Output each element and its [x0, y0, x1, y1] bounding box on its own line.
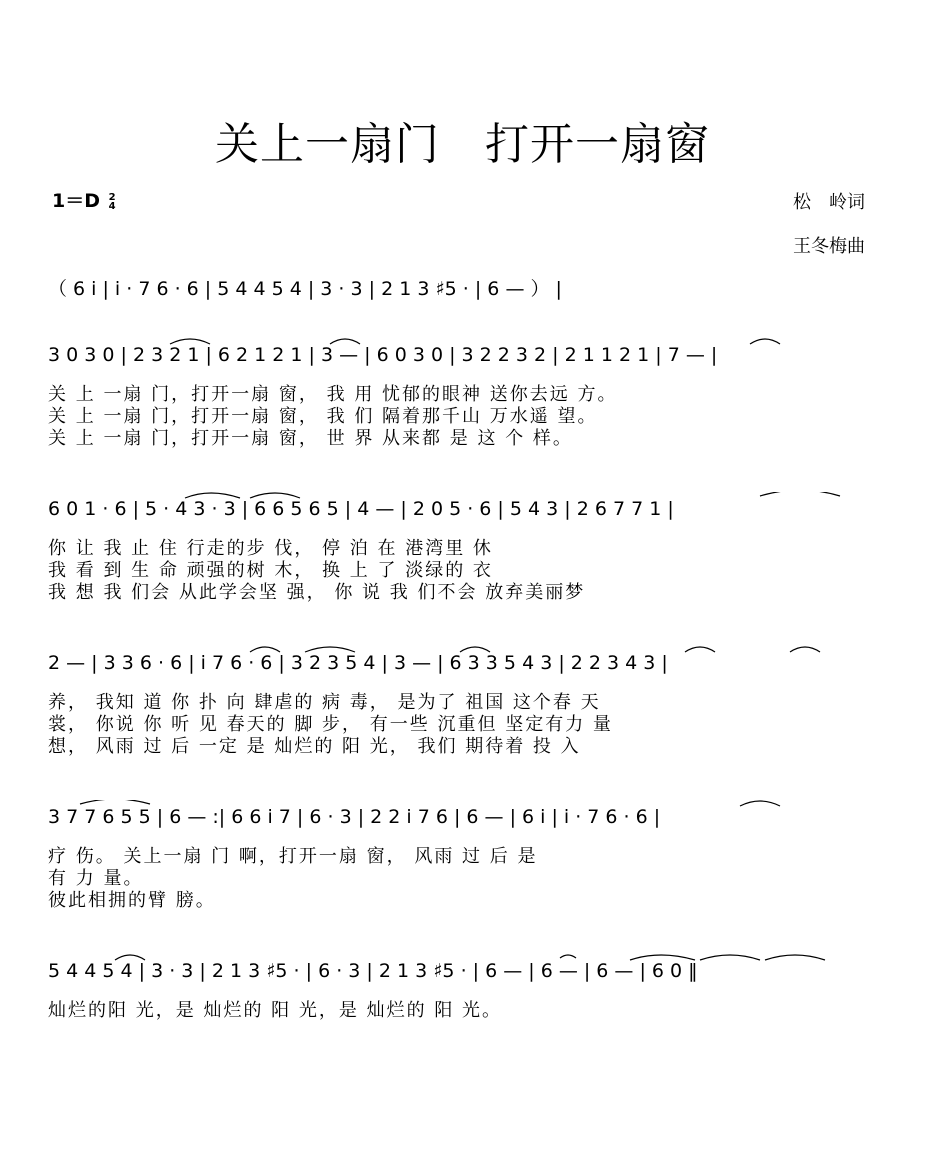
score-system-2 — [0, 492, 925, 632]
time-signature — [109, 193, 116, 211]
time-signature-bottom: 4 — [108, 200, 116, 212]
composer-credit: 王冬梅曲 — [793, 236, 865, 257]
lyric-verse-1: 养， 我知 道 你 扑 向 肆虐的 病 毒， 是为了 祖国 这个春 天 — [48, 692, 601, 713]
score-system-3 — [0, 646, 925, 786]
time-signature-top: 2 — [108, 191, 116, 203]
score-system-1 — [0, 338, 925, 478]
lyric-verse-3: 我 想 我 们会 从此学会坚 强， 你 说 我 们不会 放弃美丽梦 — [48, 582, 586, 603]
score-system-4 — [0, 800, 925, 940]
notation-line: 3 7 7 6 5 5 | 6 — :| 6 6 i 7 | 6 · 3 | 2 2 i 7 6 | 6 — | 6 i | i · 7 6 · 6 | — [48, 806, 661, 828]
notation-line: 2 — | 3 3 6 · 6 | i 7 6 · 6 | 3 2 3 5 4 | 3 — | 6 3 3 5 4 3 | 2 2 3 4 3 | — [48, 652, 668, 674]
lyric-verse-1: 灿烂的阳 光，是 灿烂的 阳 光，是 灿烂的 阳 光。 — [48, 1000, 503, 1021]
key-signature — [52, 186, 116, 213]
lyric-verse-2: 关 上 一扇 门，打开一扇 窗， 我 们 隔着那千山 万水遥 望。 — [48, 406, 598, 427]
lyricist-credit: 松 岭词 — [793, 192, 865, 213]
notation-line: 3 0 3 0 | 2 3 2 1 | 6 2 1 2 1 | 3 — | 6 0 3 0 | 3 2 2 3 2 | 2 1 1 2 1 | 7 — | — [48, 344, 718, 366]
lyric-verse-1: 关 上 一扇 门，打开一扇 窗， 我 用 忧郁的眼神 送你去远 方。 — [48, 384, 618, 405]
lyric-verse-2: 我 看 到 生 命 顽强的树 木， 换 上 了 淡绿的 衣 — [48, 560, 493, 581]
lyric-verse-2: 有 力 量。 — [48, 868, 144, 889]
lyric-verse-3: 想， 风雨 过 后 一定 是 灿烂的 阳 光， 我们 期待着 投 入 — [48, 736, 581, 757]
lyric-verse-3: 关 上 一扇 门，打开一扇 窗， 世 界 从来都 是 这 个 样。 — [48, 428, 573, 449]
key-label: 1＝D — [52, 190, 100, 212]
lyric-verse-3: 彼此相拥的臂 膀。 — [48, 890, 216, 911]
notation-line: （ 6 i | i · 7 6 · 6 | 5 4 4 5 4 | 3 · 3 | 2 1 3 ♯5 · | 6 — ） | — [48, 278, 562, 300]
lyric-verse-1: 你 让 我 止 住 行走的步 伐， 停 泊 在 港湾里 休 — [48, 538, 493, 559]
notation-line: 5 4 4 5 4 | 3 · 3 | 2 1 3 ♯5 · | 6 · 3 | 2 1 3 ♯5 · | 6 — | 6 — | 6 — | 6 0 ‖ — [48, 960, 698, 982]
lyric-verse-2: 裳， 你说 你 听 见 春天的 脚 步， 有一些 沉重但 坚定有力 量 — [48, 714, 613, 735]
notation-line: 6 0 1 · 6 | 5 · 4 3 · 3 | 6 6 5 6 5 | 4 — | 2 0 5 · 6 | 5 4 3 | 2 6 7 7 1 | — [48, 498, 674, 520]
song-title: 关上一扇门 打开一扇窗 — [215, 119, 710, 170]
lyric-verse-1: 疗 伤。 关上一扇 门 啊，打开一扇 窗， 风雨 过 后 是 — [48, 846, 538, 867]
score-system-5 — [0, 954, 925, 1094]
